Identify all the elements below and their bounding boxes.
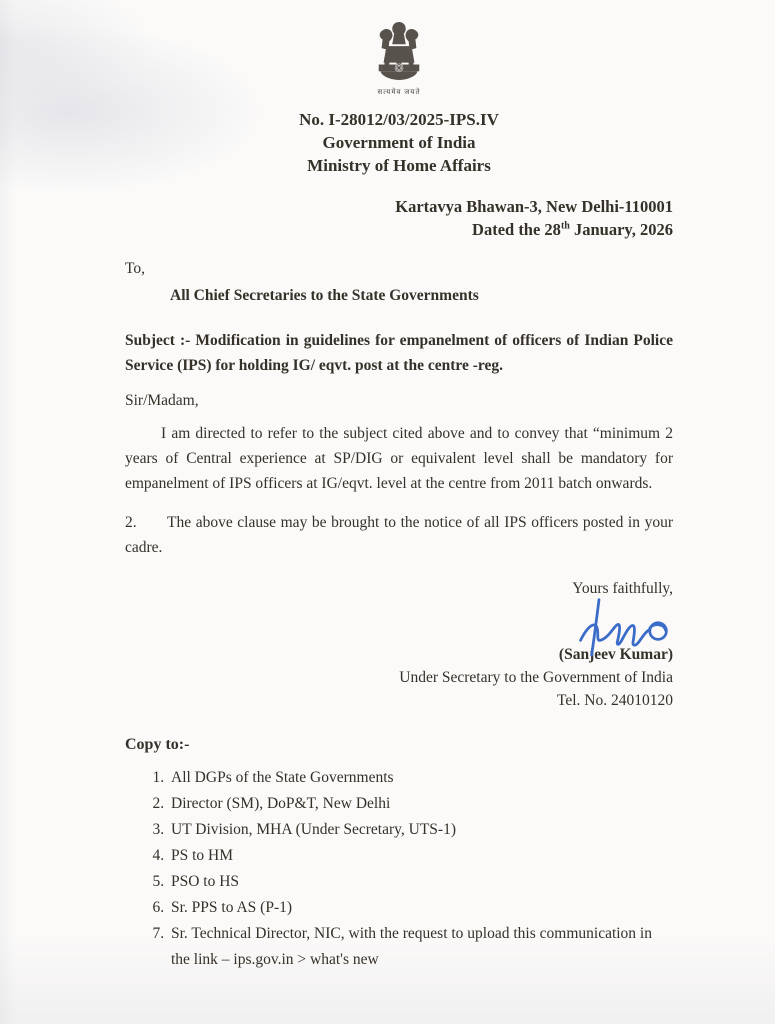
- signatory-name: (Sanjeev Kumar): [558, 646, 673, 663]
- copy-to-item: 1. All DGPs of the State Governments: [168, 765, 673, 791]
- emblem-motto: सत्यमेव जयते: [377, 88, 421, 96]
- signatory-title: Under Secretary to the Government of India: [399, 669, 673, 686]
- copy-to-item: 2. Director (SM), DoP&T, New Delhi: [168, 791, 673, 817]
- signature-scribble: [567, 596, 679, 668]
- reference-number: No. I-28012/03/2025-IPS.IV: [299, 110, 499, 129]
- address-date-block: [125, 195, 673, 241]
- paragraph-number: 2.: [125, 514, 137, 531]
- signature-block: [125, 643, 673, 712]
- letter-head: [125, 108, 673, 177]
- date-line: Dated the 28th January, 2026: [472, 220, 673, 239]
- lion-capital-icon: [371, 20, 427, 82]
- copy-to-item: 5. PSO to HS: [168, 869, 673, 895]
- copy-to-heading: Copy to:-: [125, 736, 190, 753]
- copy-to-item: 7. Sr. Technical Director, NIC, with the request to upload this communication in the link – ips.gov.in > what's new: [168, 921, 673, 973]
- body-paragraph-1: I am directed to refer to the subject cited above and to convey that “minimum 2 years of Central experience at SP/DIG or equivalent level shall be mandatory for empanelment of IPS officers at IG/eqvt. level at the centre from 2011 batch onwards.: [125, 425, 673, 492]
- india-national-emblem: [367, 20, 431, 97]
- copy-to-item: 4. PS to HM: [168, 843, 673, 869]
- copy-to-list: [125, 765, 673, 973]
- copy-to-item: 6. Sr. PPS to AS (P-1): [168, 895, 673, 921]
- address-line: Kartavya Bhawan-3, New Delhi-110001: [395, 197, 673, 216]
- ministry-name: Ministry of Home Affairs: [307, 156, 491, 175]
- signatory-phone: Tel. No. 24010120: [556, 692, 673, 709]
- copy-to-item: 3. UT Division, MHA (Under Secretary, UTS-1): [168, 817, 673, 843]
- date-ordinal-suffix: th: [560, 220, 570, 232]
- org-name: Government of India: [322, 133, 476, 152]
- body-paragraph-2: 2. The above clause may be brought to the notice of all IPS officers posted in your cadre.: [125, 510, 673, 560]
- subject-line: Subject :- Modification in guidelines for empanelment of officers of Indian Police Service (IPS) for holding IG/ eqvt. post at the centre -reg.: [125, 332, 673, 374]
- closing-line: Yours faithfully,: [572, 580, 673, 597]
- to-label: To,: [125, 260, 146, 277]
- salutation: Sir/Madam,: [125, 392, 199, 409]
- recipient-line: All Chief Secretaries to the State Governments: [170, 287, 479, 304]
